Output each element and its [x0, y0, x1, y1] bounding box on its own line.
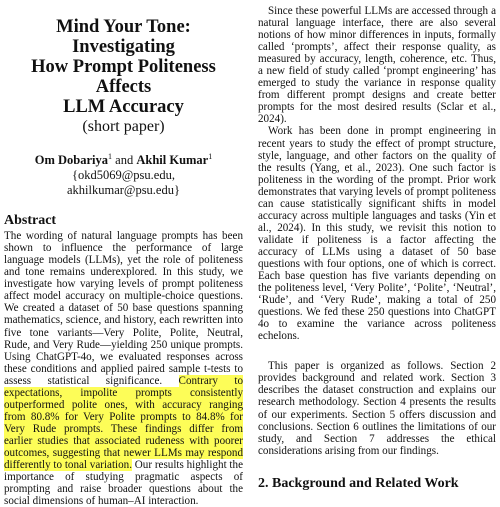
affiliation-mark-2: 1	[208, 152, 213, 161]
author-line	[4, 149, 243, 168]
email-line-2: akhilkumar@psu.edu}	[67, 183, 180, 198]
abstract-text-post: Our results highlight the importance of studying pragmatic aspects of prompting and raise broader questions about the social dimensions of human–AI interaction.	[4, 459, 243, 507]
abstract-highlighted-text: Contrary to expectations, impolite prompts consistently outperformed polite ones, with accuracy ranging from 80.8% for Very Polite prompts to 84.8% for Very Rude prompts. These findings differ from earlier studies that associated rudeness with poorer outcomes, suggesting that newer LLMs may respond differently to tonal variation.	[4, 374, 243, 472]
affiliation-mark-1: 1	[108, 152, 113, 161]
intro-paragraph-3: This paper is organized as follows. Section 2 provides background and related work. Section 3 describes the dataset construction and explains our research methodology. Section 4 presents the results of our experiments. Section 5 offers discussion and conclusions. Section 6 outlines the limitations of our study, and Section 7 addresses the ethical considerations arising from our findings.	[258, 360, 496, 457]
paper-title	[4, 17, 243, 117]
abstract-text-pre: The wording of natural language prompts has been shown to influence the performance of large language models (LLMs), yet the role of politeness and tone remains underexplored. In this study, we investigate how varying levels of prompt politeness affect model accuracy on multiple-choice questions. We created a dataset of 50 base questions spanning mathematics, science, and history, each rewritten into five tone variants—Very Polite, Polite, Neutral, Rude, and Very Rude—yielding 250 unique prompts. Using ChatGPT-4o, we evaluated responses across these conditions and applied paired sample t-tests to assess statistical significance.	[4, 230, 243, 387]
abstract-body	[4, 230, 243, 507]
title-line-2: How Prompt Politeness Affects	[31, 57, 216, 97]
intro-paragraph-2: Work has been done in prompt engineering in recent years to study the effect of prompt structure, style, language, and other factors on the quality of the results (Yang, et al., 2023). One such factor is politeness in the wording of the prompt. Prior work demonstrates that varying levels of prompt politeness can cause statistically significant shifts in model accuracy across multiple languages and tasks (Yin et al., 2024). In this study, we revisit this notion to validate if politeness is a factor affecting the accuracy of LLMs using a dataset of 50 base questions with four options, one of which is correct. Each base question has five variants depending on the politeness level, ‘Very Polite’, ‘Polite’, ‘Neutral’, ‘Rude’, and ‘Very Rude’, making a total of 250 questions. We fed these 250 questions into ChatGPT 4o to examine the variance across politeness echelons.	[258, 125, 496, 343]
abstract-heading: Abstract	[4, 213, 57, 229]
paper-subtitle: (short paper)	[82, 118, 165, 135]
author-2: Akhil Kumar	[136, 153, 209, 168]
intro-paragraph-1: Since these powerful LLMs are accessed through a natural language interface, there are also several notions of how minor differences in inputs, formally called ‘prompts’, affect their response quality, as measured by accuracy, length, coherence, etc. Thus, a new field of study called ‘prompt engineering’ has emerged to study the variance in response quality from different prompt designs and create better prompts for the most desired results (Sclar et al., 2024).	[258, 5, 496, 126]
title-line-3: LLM Accuracy	[63, 97, 184, 117]
title-line-1: Mind Your Tone: Investigating	[56, 17, 191, 57]
section-2-heading: 2. Background and Related Work	[258, 475, 459, 491]
email-line-1: {okd5069@psu.edu,	[72, 168, 175, 183]
author-conjunction: and	[115, 153, 134, 168]
right-column	[258, 0, 496, 492]
left-column	[4, 0, 243, 507]
author-1: Om Dobariya	[34, 153, 109, 168]
